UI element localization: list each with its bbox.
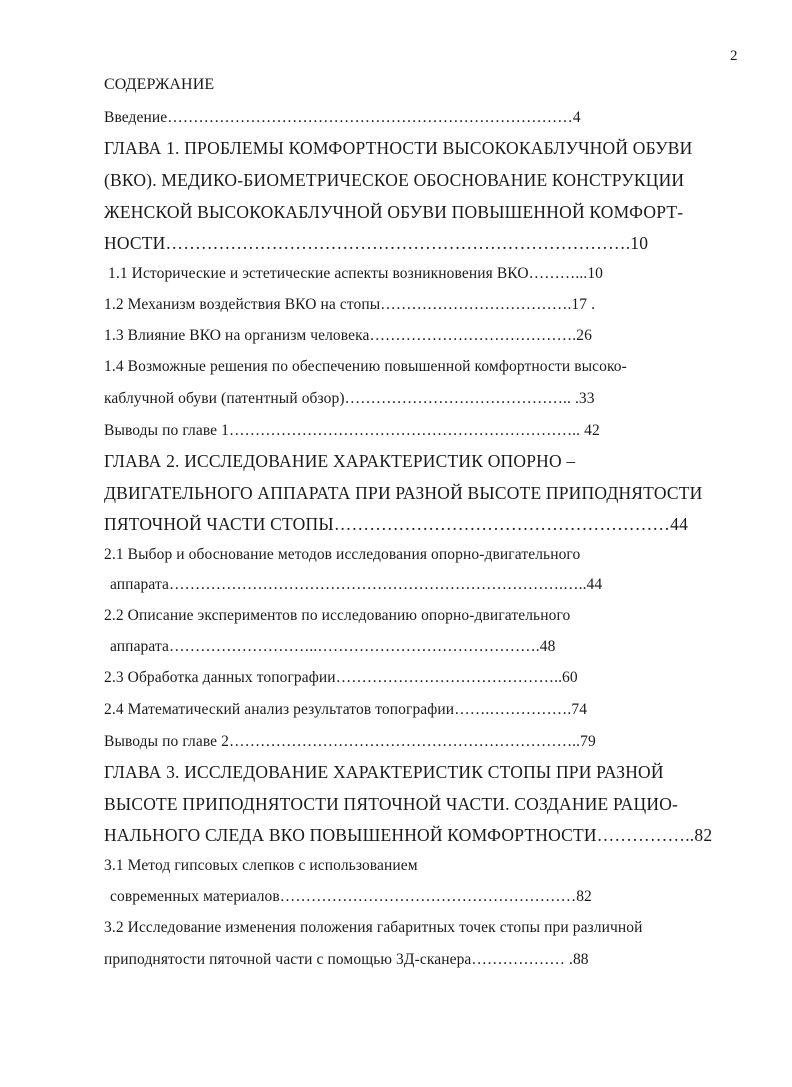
toc-entry-1-3: 1.3 Влияние ВКО на организм человека………………………………….26 [104,327,592,344]
chapter-1-title-line-2: (ВКО). МЕДИКО-БИОМЕТРИЧЕСКОЕ ОБОСНОВАНИЕ КОНСТРУКЦИИ [104,170,685,190]
toc-entry-2-3: 2.3 Обработка данных топографии……………………………………..60 [104,669,578,686]
toc-entry-conclusions-2: Выводы по главе 2…………………………………………………………..79 [104,733,596,750]
toc-entry-1-4-line-2: каблучной обуви (патентный обзор)…………………………………….. .33 [104,390,595,407]
toc-entry-2-1-line-1: 2.1 Выбор и обоснование методов исследования опорно-двигательного [104,546,581,563]
chapter-1-title-line-1: ГЛАВА 1. ПРОБЛЕМЫ КОМФОРТНОСТИ ВЫСОКОКАБЛУЧНОЙ ОБУВИ [104,138,693,158]
toc-entry-3-1-line-2: современных материалов…………………………………………………82 [110,888,592,905]
chapter-3-title-line-2: ВЫСОТЕ ПРИПОДНЯТОСТИ ПЯТОЧНОЙ ЧАСТИ. СОЗДАНИЕ РАЦИО- [104,794,679,814]
toc-entry-2-4: 2.4 Математический анализ результатов топографии…….…………….74 [104,701,588,718]
chapter-2-title-line-2: ДВИГАТЕЛЬНОГО АППАРАТА ПРИ РАЗНОЙ ВЫСОТЕ ПРИПОДНЯТОСТИ [104,483,703,503]
chapter-3-title-line-1: ГЛАВА 3. ИССЛЕДОВАНИЕ ХАРАКТЕРИСТИК СТОПЫ ПРИ РАЗНОЙ [104,762,664,782]
toc-entry-2-2-line-2: аппарата………………………..…………………………………….48 [110,638,556,655]
toc-entry-1-2: 1.2 Механизм воздействия ВКО на стопы……………………………….17 . [104,296,596,313]
toc-entry-3-2-line-2: приподнятости пяточной части с помощью 3Д-сканера……………… .88 [104,951,589,968]
chapter-1-title-line-4: НОСТИ…………………………………………………………………….10 [104,233,649,253]
toc-entry-3-1-line-1: 3.1 Метод гипсовых слепков с использованием [104,857,418,874]
toc-entry-1-1: 1.1 Исторические и эстетические аспекты возникновения ВКО………...10 [108,265,604,282]
chapter-2-title-line-1: ГЛАВА 2. ИССЛЕДОВАНИЕ ХАРАКТЕРИСТИК ОПОРНО – [104,451,576,471]
toc-entry-2-1-line-2: аппарата………………………………………………………………….…..44 [110,576,603,593]
page-number: 2 [730,48,738,64]
chapter-2-title-line-3: ПЯТОЧНОЙ ЧАСТИ СТОПЫ…………………………………………………44 [104,514,689,534]
toc-entry-3-2-line-1: 3.2 Исследование изменения положения габаритных точек стопы при различной [104,919,643,936]
toc-entry-introduction: Введение……………………………………………………………………4 [104,109,581,126]
chapter-1-title-line-3: ЖЕНСКОЙ ВЫСОКОКАБЛУЧНОЙ ОБУВИ ПОВЫШЕННОЙ КОМФОРТ- [104,202,684,222]
toc-entry-conclusions-1: Выводы по главе 1………………………………………………………….. 42 [104,422,600,439]
toc-entry-1-4-line-1: 1.4 Возможные решения по обеспечению повышенной комфортности высоко- [104,358,627,375]
toc-title: СОДЕРЖАНИЕ [104,76,215,93]
toc-entry-2-2-line-1: 2.2 Описание экспериментов по исследованию опорно-двигательного [104,607,571,624]
chapter-3-title-line-3: НАЛЬНОГО СЛЕДА ВКО ПОВЫШЕННОЙ КОМФОРТНОСТИ……………..82 [104,825,713,845]
